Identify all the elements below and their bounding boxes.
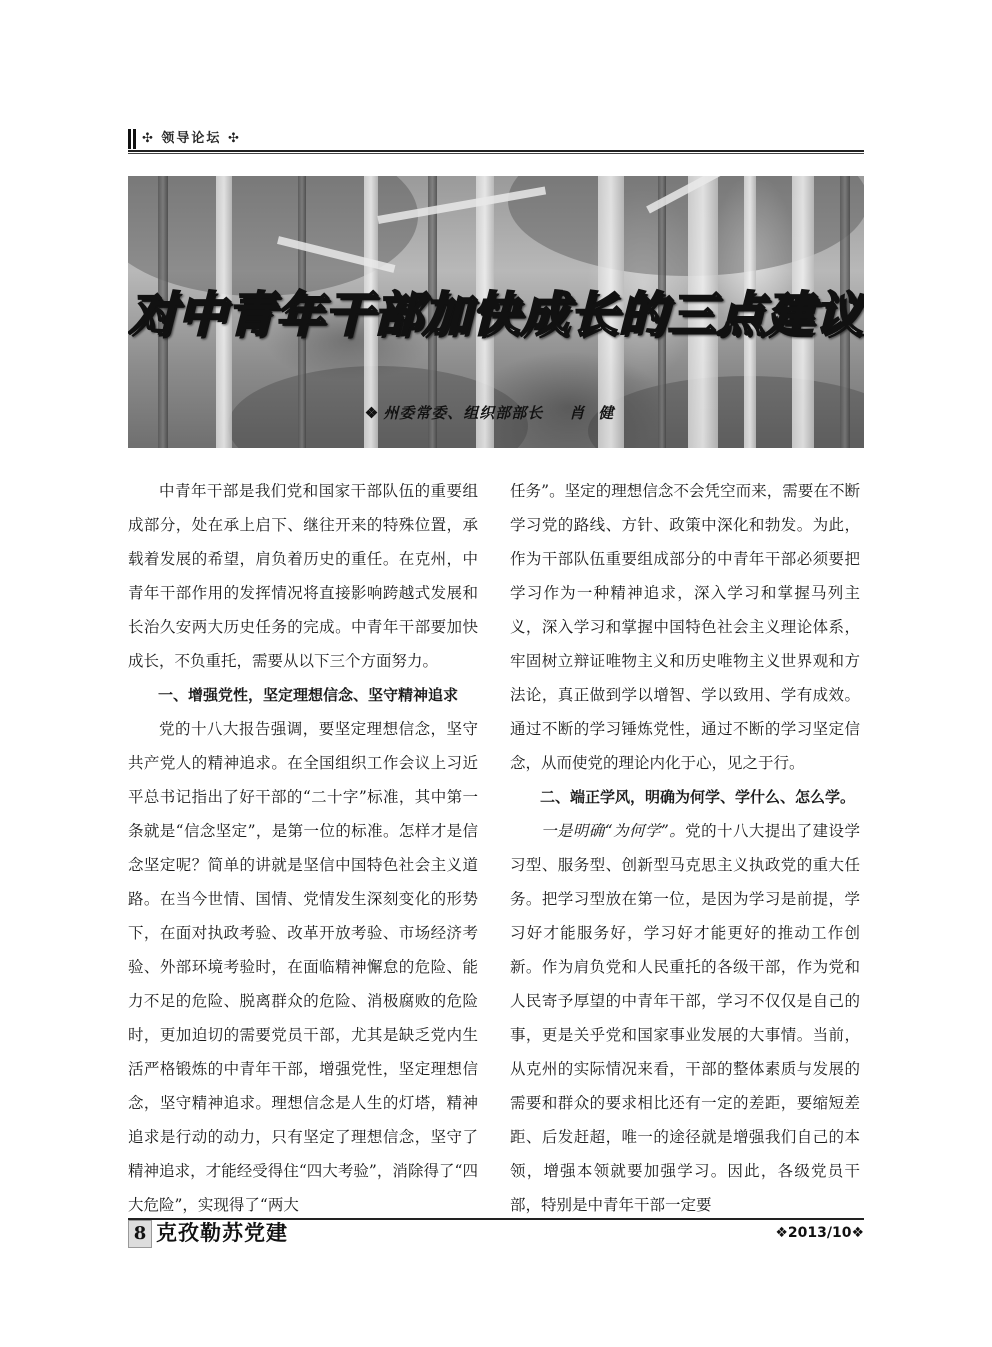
issue-label: ❖2013/10❖ [775, 1225, 864, 1241]
header-rule-thin [128, 153, 864, 154]
paragraph-continued: 任务”。坚定的理想信念不会凭空而来，需要在不断学习党的路线、方针、政策中深化和勃发。为此，作为干部队伍重要组成部分的中青年干部必须要把学习作为一种精神追求，深入学习和掌握马列主义，深入学习和掌握中国特色社会主义理论体系，牢固树立辩证唯物主义和历史唯物主义世界观和方法论，真正做到学以增智、学以致用、学有成效。通过不断的学习锤炼党性，通过不断的学习坚定信念，从而使党的理论内化于心，见之于行。 [510, 482, 860, 772]
article-title: 对中青年干部加快成长的三点建议 [128, 287, 864, 343]
author-name: 肖健 [569, 404, 628, 422]
page-number: 8 [128, 1220, 152, 1248]
author-role: 州委常委、组织部部长 [383, 404, 544, 422]
article-column-right [510, 474, 860, 1222]
header-bars-decoration [128, 129, 136, 149]
paragraph: 中青年干部是我们党和国家干部队伍的重要组成部分，处在承上启下、继往开来的特殊位置，承载着发展的希望，肩负着历史的重任。在克州，中青年干部作用的发挥情况将直接影响跨越式发展和长治久安两大历史任务的完成。中青年干部要加快成长，不负重托，需要从以下三个方面努力。 [128, 482, 478, 670]
section-label: ✣ 领导论坛 ✣ [142, 131, 241, 146]
paragraph-text: 党的十八大提出了建设学习型、服务型、创新型马克思主义执政党的重大任务。把学习型放在第一位，是因为学习是前提，学习好才能服务好，学习好才能更好的推动工作创新。作为肩负党和人民重托的各级干部，作为党和人民寄予厚望的中青年干部，学习不仅仅是自己的事，更是关乎党和国家事业发展的大事情。当前，从克州的实际情况来看，干部的整体素质与发展的需要和群众的要求相比还有一定的差距，要缩短差距、后发赶超，唯一的途径就是增强我们自己的本领，增强本领就要加强学习。因此，各级党员干部，特别是中青年干部一定要 [510, 822, 860, 1214]
diamond-icon: ❖ [364, 404, 380, 422]
byline [128, 402, 864, 423]
paragraph [510, 814, 860, 1222]
paragraph-lead: 一是明确“为何学”。 [541, 822, 686, 840]
magazine-title: 克孜勒苏党建 [156, 1220, 288, 1245]
article-column-left [128, 474, 478, 1222]
section-header [128, 126, 864, 152]
section-heading-1: 一、增强党性，坚定理想信念、坚守精神追求 [158, 686, 459, 704]
section-heading-2: 二、端正学风，明确为何学、学什么、怎么学。 [540, 788, 856, 806]
paragraph: 党的十八大报告强调，要坚定理想信念，坚守共产党人的精神追求。在全国组织工作会议上习近平总书记指出了好干部的“二十字”标准，其中第一条就是“信念坚定”，是第一位的标准。怎样才是信念坚定呢？简单的讲就是坚信中国特色社会主义道路。在当今世情、国情、党情发生深刻变化的形势下，在面对执政考验、改革开放考验、市场经济考验、外部环境考验时，在面临精神懈怠的危险、能力不足的危险、脱离群众的危险、消极腐败的危险时，更加迫切的需要党员干部，尤其是缺乏党内生活严格锻炼的中青年干部，增强党性，坚定理想信念，坚守精神追求。理想信念是人生的灯塔，精神追求是行动的动力，只有坚定了理想信念，坚守了精神追求，才能经受得住“四大考验”，消除得了“四大危险”，实现得了“两大 [128, 720, 478, 1214]
header-rule [128, 150, 864, 152]
title-banner [128, 176, 864, 448]
